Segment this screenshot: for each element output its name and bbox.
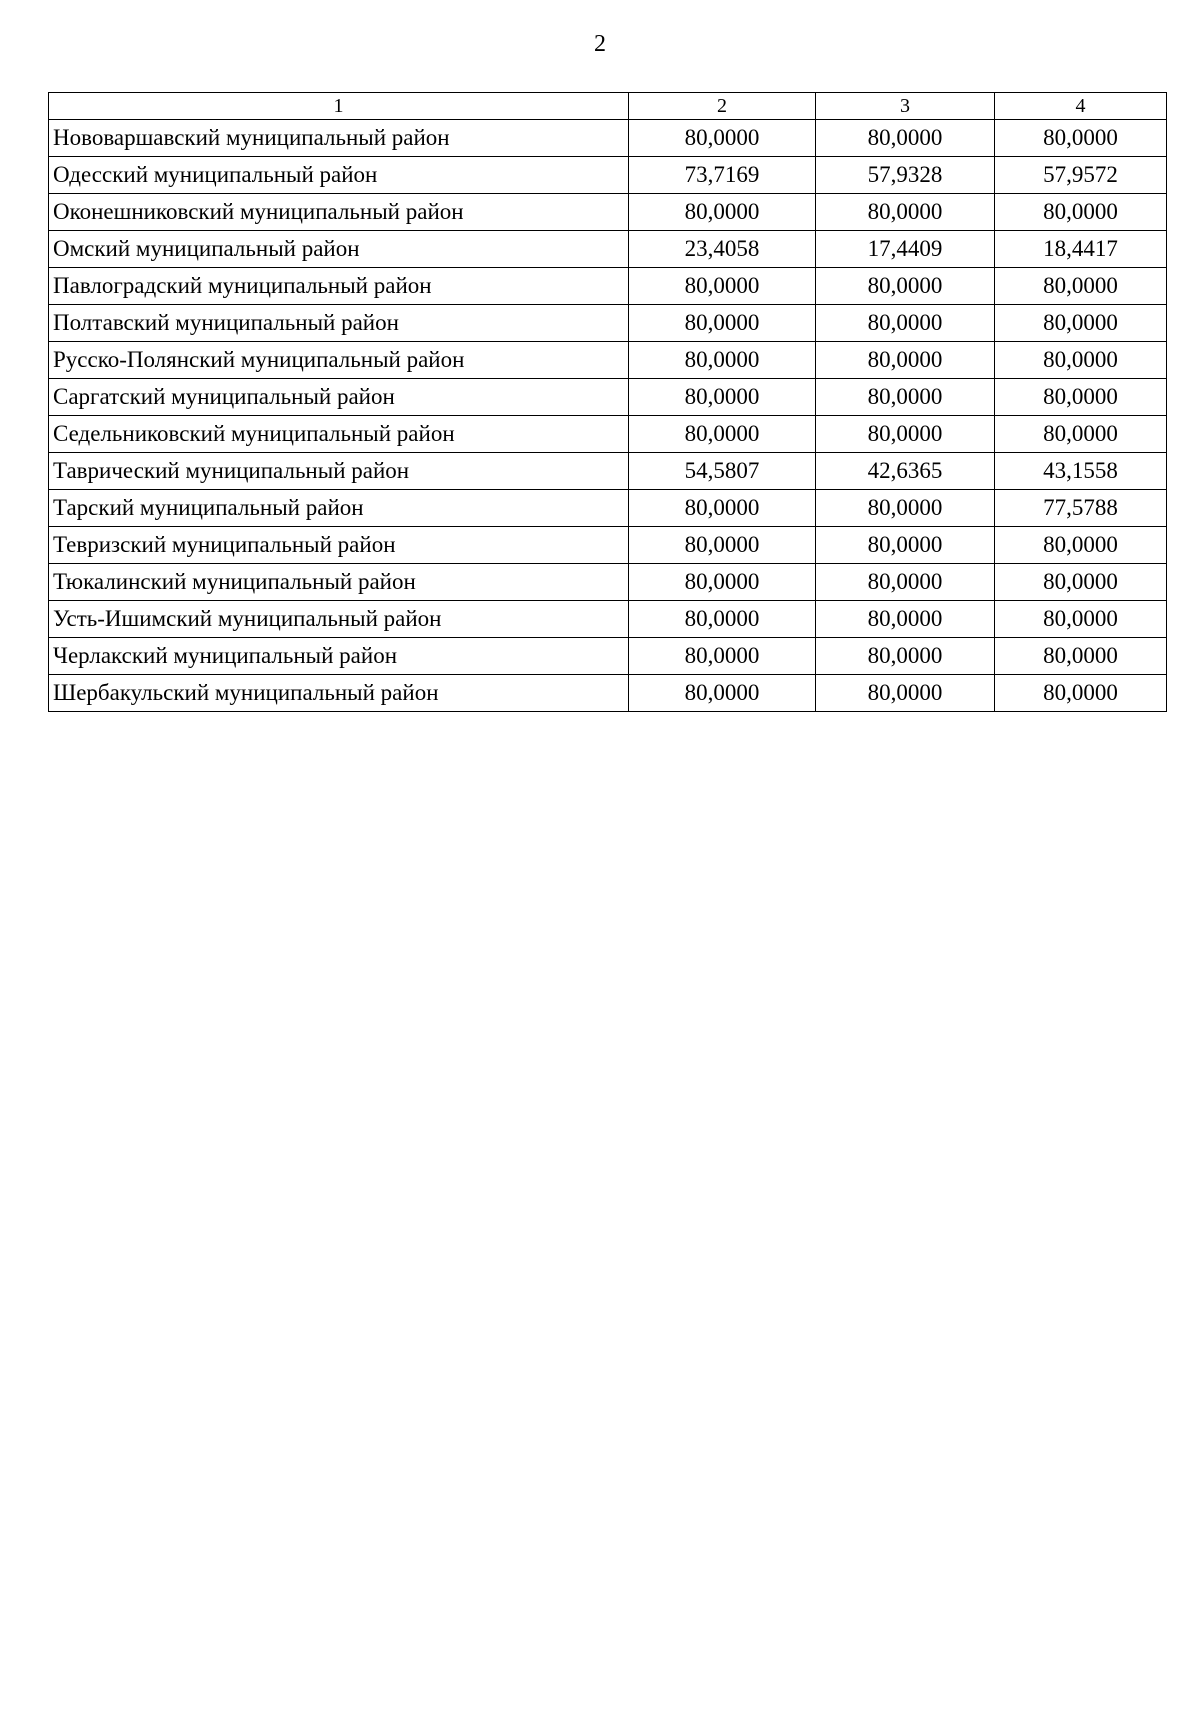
district-name-cell: Черлакский муниципальный район — [49, 638, 629, 675]
value-cell-col-2: 54,5807 — [629, 453, 816, 490]
table-header — [49, 93, 1167, 120]
value-cell-col-2: 80,0000 — [629, 675, 816, 712]
value-cell-col-3: 57,9328 — [816, 157, 995, 194]
table-row — [49, 379, 1167, 416]
value-cell-col-3: 80,0000 — [816, 379, 995, 416]
district-name-cell: Таврический муниципальный район — [49, 453, 629, 490]
district-name-cell: Седельниковский муниципальный район — [49, 416, 629, 453]
header-cell: 1 — [49, 93, 629, 120]
value-cell-col-4: 80,0000 — [995, 379, 1167, 416]
table-row — [49, 601, 1167, 638]
district-name-cell: Нововаршавский муниципальный район — [49, 120, 629, 157]
value-cell-col-4: 80,0000 — [995, 194, 1167, 231]
table-body — [49, 120, 1167, 712]
table-row — [49, 638, 1167, 675]
table-row — [49, 453, 1167, 490]
district-name-cell: Оконешниковский муниципальный район — [49, 194, 629, 231]
value-cell-col-3: 80,0000 — [816, 416, 995, 453]
district-name-cell: Одесский муниципальный район — [49, 157, 629, 194]
value-cell-col-2: 80,0000 — [629, 305, 816, 342]
table-row — [49, 268, 1167, 305]
value-cell-col-2: 80,0000 — [629, 379, 816, 416]
value-cell-col-4: 80,0000 — [995, 638, 1167, 675]
value-cell-col-3: 80,0000 — [816, 601, 995, 638]
value-cell-col-4: 80,0000 — [995, 305, 1167, 342]
value-cell-col-3: 80,0000 — [816, 342, 995, 379]
value-cell-col-3: 80,0000 — [816, 675, 995, 712]
value-cell-col-3: 80,0000 — [816, 194, 995, 231]
value-cell-col-2: 80,0000 — [629, 416, 816, 453]
value-cell-col-4: 18,4417 — [995, 231, 1167, 268]
value-cell-col-4: 80,0000 — [995, 564, 1167, 601]
table-row — [49, 564, 1167, 601]
value-cell-col-2: 23,4058 — [629, 231, 816, 268]
value-cell-col-4: 57,9572 — [995, 157, 1167, 194]
header-row — [49, 93, 1167, 120]
value-cell-col-2: 80,0000 — [629, 120, 816, 157]
value-cell-col-3: 80,0000 — [816, 490, 995, 527]
value-cell-col-4: 77,5788 — [995, 490, 1167, 527]
table-row — [49, 675, 1167, 712]
value-cell-col-4: 80,0000 — [995, 120, 1167, 157]
table-row — [49, 490, 1167, 527]
table-row — [49, 231, 1167, 268]
value-cell-col-4: 80,0000 — [995, 527, 1167, 564]
value-cell-col-2: 73,7169 — [629, 157, 816, 194]
value-cell-col-2: 80,0000 — [629, 268, 816, 305]
table-row — [49, 527, 1167, 564]
district-name-cell: Полтавский муниципальный район — [49, 305, 629, 342]
value-cell-col-3: 80,0000 — [816, 527, 995, 564]
data-table — [48, 92, 1167, 712]
table-row — [49, 194, 1167, 231]
value-cell-col-4: 80,0000 — [995, 675, 1167, 712]
value-cell-col-2: 80,0000 — [629, 638, 816, 675]
value-cell-col-2: 80,0000 — [629, 342, 816, 379]
table-row — [49, 157, 1167, 194]
value-cell-col-4: 80,0000 — [995, 601, 1167, 638]
value-cell-col-2: 80,0000 — [629, 564, 816, 601]
district-name-cell: Тарский муниципальный район — [49, 490, 629, 527]
district-name-cell: Усть-Ишимский муниципальный район — [49, 601, 629, 638]
value-cell-col-3: 80,0000 — [816, 638, 995, 675]
district-name-cell: Саргатский муниципальный район — [49, 379, 629, 416]
value-cell-col-4: 80,0000 — [995, 268, 1167, 305]
table-row — [49, 305, 1167, 342]
header-cell: 4 — [995, 93, 1167, 120]
district-name-cell: Тюкалинский муниципальный район — [49, 564, 629, 601]
table-row — [49, 416, 1167, 453]
value-cell-col-2: 80,0000 — [629, 527, 816, 564]
table-row — [49, 120, 1167, 157]
district-name-cell: Русско-Полянский муниципальный район — [49, 342, 629, 379]
header-cell: 2 — [629, 93, 816, 120]
value-cell-col-4: 80,0000 — [995, 416, 1167, 453]
value-cell-col-3: 42,6365 — [816, 453, 995, 490]
value-cell-col-3: 80,0000 — [816, 305, 995, 342]
value-cell-col-2: 80,0000 — [629, 194, 816, 231]
value-cell-col-3: 80,0000 — [816, 120, 995, 157]
value-cell-col-3: 80,0000 — [816, 268, 995, 305]
page-number: 2 — [594, 31, 606, 57]
value-cell-col-4: 43,1558 — [995, 453, 1167, 490]
value-cell-col-2: 80,0000 — [629, 490, 816, 527]
table-row — [49, 342, 1167, 379]
district-name-cell: Омский муниципальный район — [49, 231, 629, 268]
district-name-cell: Тевризский муниципальный район — [49, 527, 629, 564]
value-cell-col-3: 80,0000 — [816, 564, 995, 601]
header-cell: 3 — [816, 93, 995, 120]
value-cell-col-3: 17,4409 — [816, 231, 995, 268]
district-name-cell: Павлоградский муниципальный район — [49, 268, 629, 305]
value-cell-col-4: 80,0000 — [995, 342, 1167, 379]
district-name-cell: Шербакульский муниципальный район — [49, 675, 629, 712]
value-cell-col-2: 80,0000 — [629, 601, 816, 638]
